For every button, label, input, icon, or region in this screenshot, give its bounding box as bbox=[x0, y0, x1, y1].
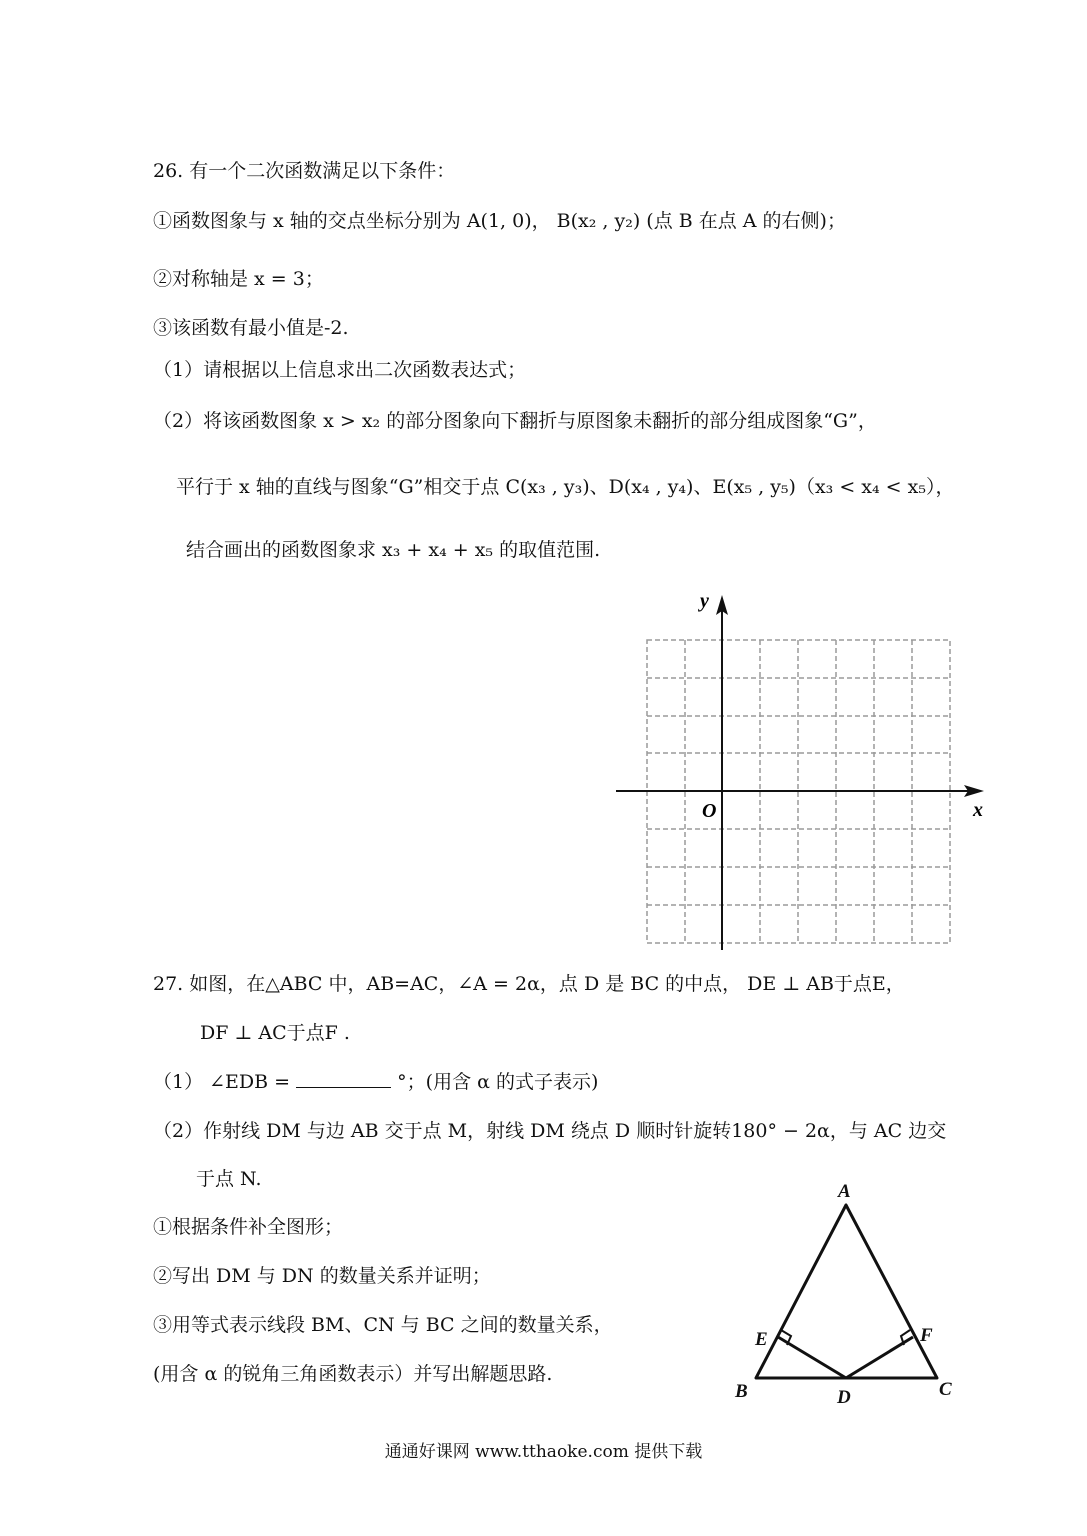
q27-step-3: ③用等式表示线段 BM、CN 与 BC 之间的数量关系， bbox=[153, 1314, 613, 1336]
q26-condition-3: ③该函数有最小值是-2. bbox=[153, 317, 349, 339]
q27-step-1: ①根据条件补全图形； bbox=[153, 1216, 344, 1238]
q26-title: 26. 有一个二次函数满足以下条件： bbox=[153, 160, 456, 182]
triangle-figure bbox=[725, 1175, 965, 1410]
label-c: C bbox=[939, 1379, 952, 1400]
q27-part-2-line-2: 于点 N. bbox=[196, 1168, 262, 1190]
q26-part-1: （1）请根据以上信息求出二次函数表达式； bbox=[153, 359, 527, 381]
q26-condition-1: ①函数图象与 x 轴的交点坐标分别为 A(1, 0)， B(x₂ , y₂) (点 B 在点 A 的右侧)； bbox=[153, 210, 846, 232]
y-axis-label: y bbox=[700, 590, 709, 612]
q27-title-line-2: DF ⊥ AC于点F . bbox=[200, 1022, 350, 1044]
q27-part-2: （2）作射线 DM 与边 AB 交于点 M，射线 DM 绕点 D 顺时针旋转180° − 2α，与 AC 边交 bbox=[153, 1120, 947, 1142]
label-e: E bbox=[755, 1329, 768, 1350]
triangle-abc bbox=[756, 1205, 937, 1378]
q27-step-2: ②写出 DM 与 DN 的数量关系并证明； bbox=[153, 1265, 491, 1287]
answer-blank bbox=[296, 1069, 391, 1088]
q26-part-2-line-3: 结合画出的函数图象求 x₃ + x₄ + x₅ 的取值范围. bbox=[186, 539, 601, 561]
origin-label: O bbox=[702, 800, 717, 822]
q26-part-2-line-2: 平行于 x 轴的直线与图象“G”相交于点 C(x₃ , y₃)、D(x₄ , y₄)、E(x₅ , y₅)（x₃ < x₄ < x₅）， bbox=[176, 476, 955, 498]
label-d: D bbox=[837, 1387, 851, 1408]
q26-condition-2: ②对称轴是 x = 3； bbox=[153, 268, 324, 290]
q27-part-1 bbox=[153, 1069, 598, 1095]
q27-part-1-suffix: °；(用含 α 的式子表示) bbox=[397, 1071, 599, 1093]
q27-part-1-prefix: （1） ∠EDB = bbox=[153, 1071, 291, 1093]
coordinate-grid bbox=[600, 585, 1010, 960]
q27-title: 27. 如图，在△ABC 中，AB=AC，∠A = 2α，点 D 是 BC 的中点， DE ⊥ AB于点E， bbox=[153, 973, 905, 995]
footer: 通通好课网 www.tthaoke.com 提供下载 bbox=[384, 1442, 703, 1462]
q27-step-3-line-2: (用含 α 的锐角三角函数表示）并写出解题思路. bbox=[153, 1363, 553, 1385]
x-axis-label: x bbox=[973, 799, 983, 821]
q26-part-2: （2）将该函数图象 x > x₂ 的部分图象向下翻折与原图象未翻折的部分组成图象“G”， bbox=[153, 410, 877, 432]
label-b: B bbox=[735, 1381, 748, 1402]
label-a: A bbox=[838, 1181, 851, 1202]
label-f: F bbox=[920, 1325, 933, 1346]
